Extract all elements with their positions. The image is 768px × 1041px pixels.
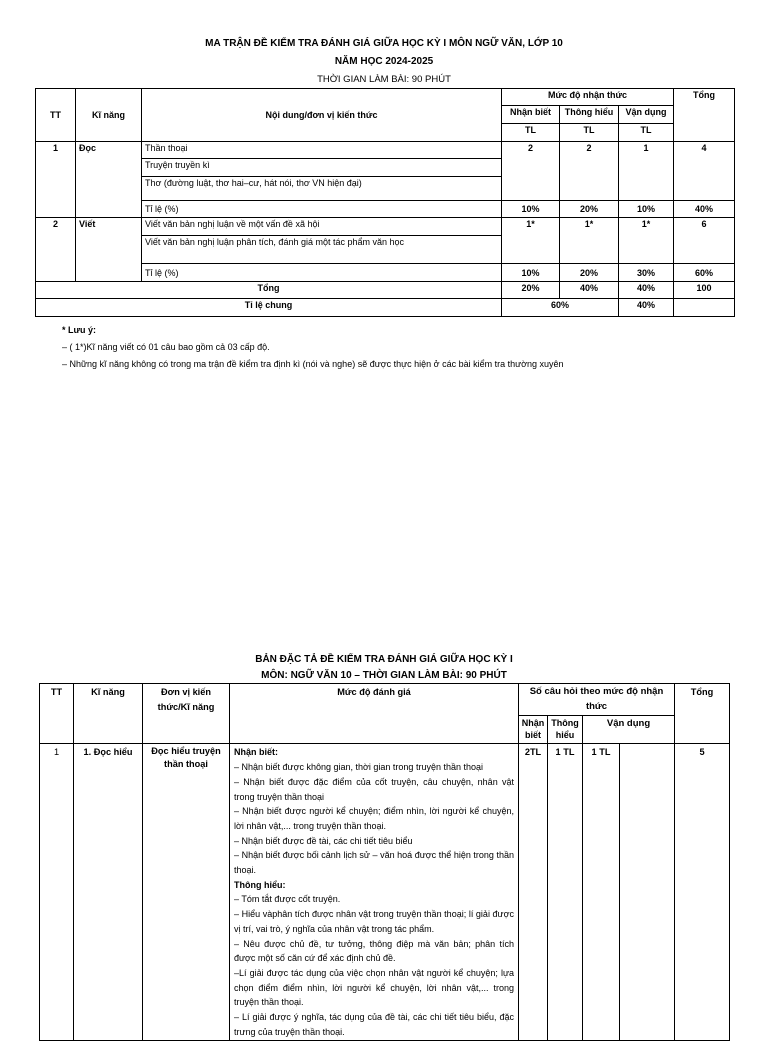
spec-row-unit: Đọc hiểu truyện thần thoại [143, 744, 230, 1041]
header-tl: TL [502, 124, 560, 142]
row-tt: 2 [36, 218, 76, 282]
common-ratio-value: 60% [502, 299, 619, 317]
row-value: 4 [674, 142, 735, 201]
spec-header-tt: TT [40, 684, 74, 744]
total-value: 40% [619, 282, 674, 299]
spec-header-skill: Kĩ năng [74, 684, 143, 744]
header-tl: TL [619, 124, 674, 142]
ratio-label: Tỉ lệ (%) [142, 264, 502, 282]
common-ratio-value: 40% [619, 299, 674, 317]
spec-table [39, 683, 730, 1041]
matrix-table [35, 88, 735, 317]
understand-item: – Lí giải được ý nghĩa, tác dụng của đề tài, các chi tiết tiêu biểu, đặc trưng của truyện thần thoại. [234, 1012, 514, 1037]
empty-cell [674, 299, 735, 317]
common-ratio-label: Tỉ lệ chung [36, 299, 502, 317]
row-value: 2 [502, 142, 560, 201]
empty-cell [620, 744, 675, 1041]
ratio-value: 30% [619, 264, 674, 282]
spec-row-total: 5 [675, 744, 730, 1041]
header-recognize: Nhận biết [502, 106, 560, 124]
header-total: Tổng [674, 89, 735, 142]
total-value: 20% [502, 282, 560, 299]
row-tt: 1 [36, 142, 76, 218]
row-content: Thơ (đường luật, thơ hai–cư, hát nói, thơ VN hiện đại) [142, 177, 502, 201]
notes-heading: * Lưu ý: [62, 325, 97, 335]
ratio-value: 10% [502, 264, 560, 282]
ratio-value: 60% [674, 264, 735, 282]
row-value: 1 [619, 142, 674, 201]
header-tl: TL [560, 124, 619, 142]
row-value: 1* [502, 218, 560, 264]
row-content: Viết văn bản nghị luận về một vấn đề xã hội [142, 218, 502, 236]
matrix-title: MA TRẬN ĐỀ KIỂM TRA ĐÁNH GIÁ GIỮA HỌC KỲ I MÔN NGỮ VĂN, LỚP 10 [205, 38, 563, 49]
row-skill: Viết [76, 218, 142, 282]
row-content: Viết văn bản nghị luận phân tích, đánh giá một tác phẩm văn học [142, 236, 502, 264]
spec-header-level: Mức độ đánh giá [230, 684, 519, 744]
spec-header-recognize: Nhận biết [519, 716, 548, 744]
spec-header-understand: Thông hiểu [548, 716, 583, 744]
row-value: 1* [560, 218, 619, 264]
matrix-school-year: NĂM HỌC 2024-2025 [334, 56, 434, 67]
recognize-item: – Nhận biết được đề tài, các chi tiết tiêu biểu [234, 835, 413, 846]
spec-row-tt: 1 [40, 744, 74, 1041]
row-value: 2 [560, 142, 619, 201]
ratio-label: Tỉ lệ (%) [142, 201, 502, 218]
total-value: 100 [674, 282, 735, 299]
recognize-item: – Nhận biết được đặc điểm của cốt truyện, câu chuyện, nhân vật trong truyện thần thoại [234, 776, 514, 802]
spec-header-unit: Đơn vị kiến thức/Kĩ năng [143, 684, 230, 744]
spec-row-description [230, 744, 519, 1041]
recognize-item: – Nhận biết được người kể chuyện; điểm nhìn, lời người kể chuyện, lời nhân vật,... trong truyện thần thoại. [234, 806, 514, 831]
header-content: Nội dung/đơn vị kiến thức [142, 89, 502, 142]
row-content: Thần thoại [142, 142, 502, 159]
matrix-duration: THỜI GIAN LÀM BÀI: 90 PHÚT [317, 74, 451, 85]
total-label: Tổng [36, 282, 502, 299]
ratio-value: 10% [619, 201, 674, 218]
row-value: 6 [674, 218, 735, 264]
ratio-value: 10% [502, 201, 560, 218]
spec-q-understand: 1 TL [548, 744, 583, 1041]
header-skill: Kĩ năng [76, 89, 142, 142]
header-tt: TT [36, 89, 76, 142]
total-value: 40% [560, 282, 619, 299]
header-level: Mức độ nhận thức [502, 89, 674, 106]
understand-heading: Thông hiểu: [234, 879, 286, 890]
notes-line: – ( 1*)Kĩ năng viết có 01 câu bao gồm cả 03 cấp độ. [62, 342, 270, 352]
recognize-item: – Nhận biết được không gian, thời gian trong truyện thần thoại [234, 762, 483, 773]
understand-item: –Lí giải được tác dụng của việc chọn nhân vật người kể chuyện; lựa chọn điểm điểm nhìn, lời người kể chuyện, lời nhân vật,... trong truyện thần thoại. [234, 967, 514, 1008]
spec-q-recognize: 2TL [519, 744, 548, 1041]
spec-row-skill: 1. Đọc hiểu [74, 744, 143, 1041]
row-value: 1* [619, 218, 674, 264]
understand-item: – Nêu được chủ đề, tư tưởng, thông điệp mà văn bản; phân tích được một số căn cứ để xác định chủ đề. [234, 938, 514, 964]
understand-item: – Tóm tắt được cốt truyện. [234, 894, 341, 905]
ratio-value: 20% [560, 264, 619, 282]
recognize-item: – Nhận biết được bối cảnh lịch sử – văn hoá được thể hiện trong thần thoại. [234, 850, 514, 876]
spec-header-questions: Số câu hỏi theo mức độ nhận thức [519, 684, 675, 716]
spec-header-total: Tổng [675, 684, 730, 744]
ratio-value: 40% [674, 201, 735, 218]
header-understand: Thông hiểu [560, 106, 619, 124]
ratio-value: 20% [560, 201, 619, 218]
spec-q-apply: 1 TL [583, 744, 620, 1041]
spec-subtitle: MÔN: NGỮ VĂN 10 – THỜI GIAN LÀM BÀI: 90 PHÚT [261, 670, 507, 681]
row-content: Truyện truyền kì [142, 159, 502, 177]
notes-line: – Những kĩ năng không có trong ma trận đề kiểm tra định kì (nói và nghe) sẽ được thực hiện ở các bài kiểm tra thường xuyên [62, 359, 564, 369]
understand-item: – Hiểu vàphân tích được nhân vật trong truyện thần thoại; lí giải được vị trí, vai trò, ý nghĩa của nhân vật trong tác phẩm. [234, 909, 514, 934]
notes [62, 322, 564, 373]
spec-header-apply: Vận dụng [583, 716, 675, 744]
header-apply: Vận dụng [619, 106, 674, 124]
recognize-heading: Nhận biết: [234, 747, 278, 758]
spec-title: BẢN ĐẶC TẢ ĐỀ KIỂM TRA ĐÁNH GIÁ GIỮA HỌC KỲ I [255, 654, 513, 665]
row-skill: Đọc [76, 142, 142, 218]
